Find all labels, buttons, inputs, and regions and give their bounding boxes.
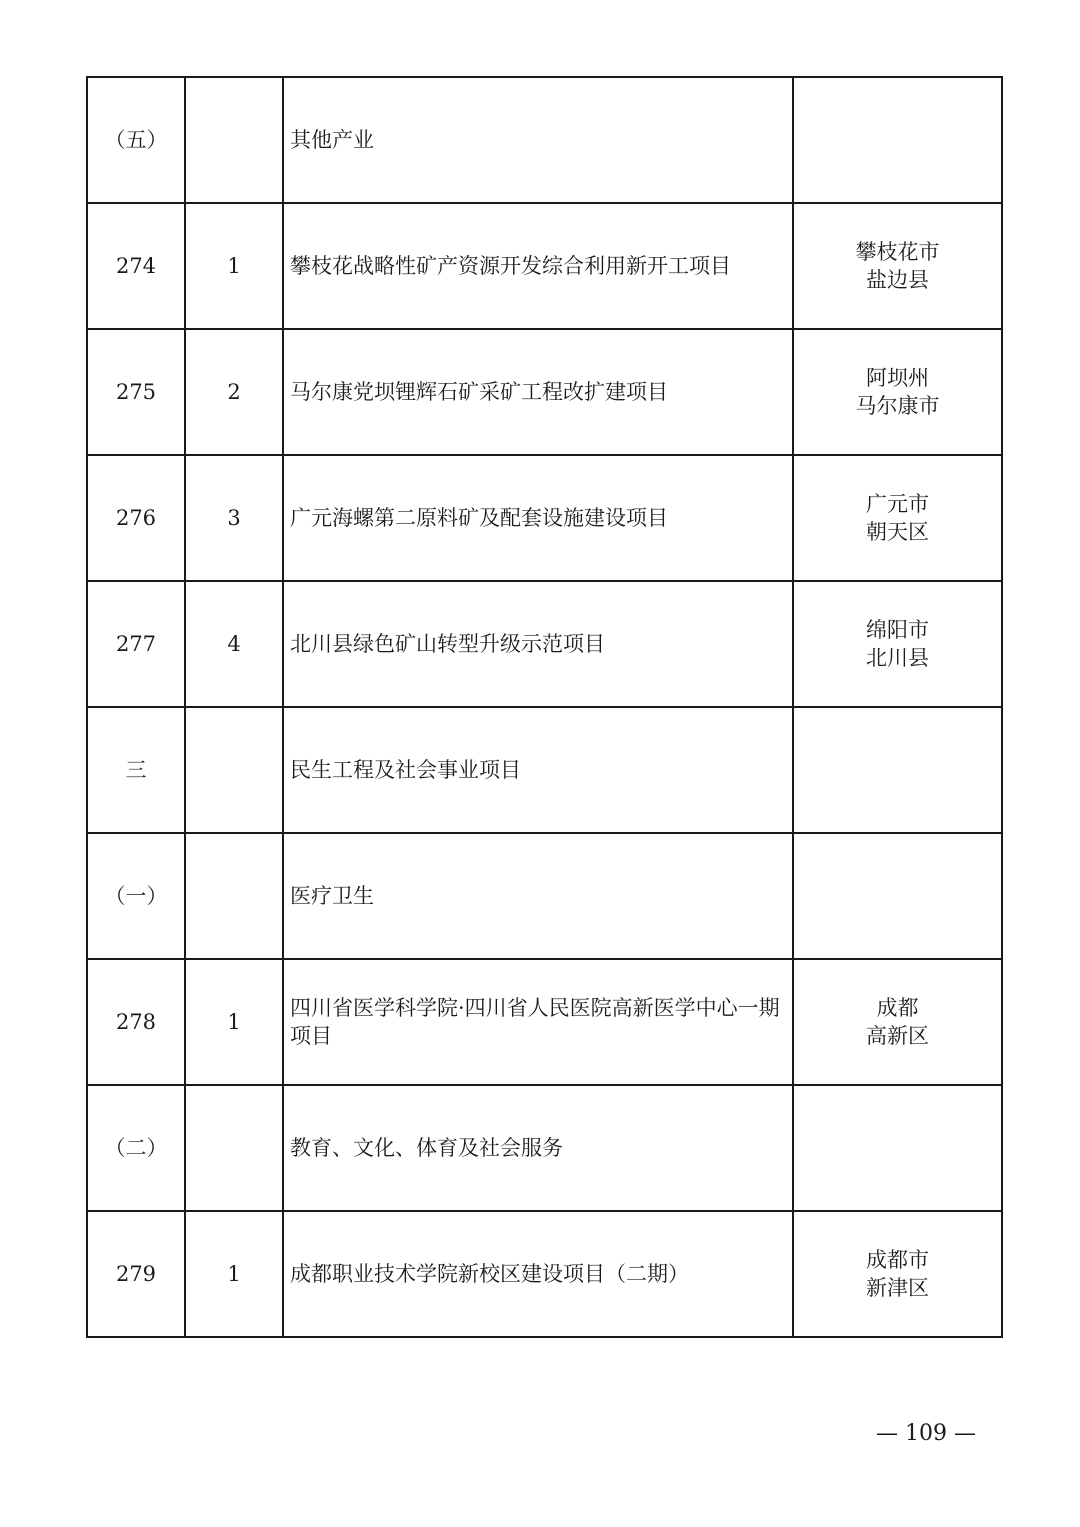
row-index-cell: 三: [87, 707, 185, 833]
project-name-cell: [283, 581, 793, 707]
project-name: 北川县绿色矿山转型升级示范项目: [290, 632, 605, 656]
project-name: 马尔康党坝锂辉石矿采矿工程改扩建项目: [290, 380, 668, 404]
row-subindex-cell: 4: [185, 581, 283, 707]
project-table-body: [87, 77, 1002, 1337]
location-city: 攀枝花市: [855, 240, 940, 264]
project-table: [86, 76, 1003, 1338]
location-cell: [793, 833, 1002, 959]
location-cell: [793, 1211, 1002, 1337]
project-name-cell: [283, 959, 793, 1085]
project-name: 攀枝花战略性矿产资源开发综合利用新开工项目: [290, 254, 731, 278]
location-district: 盐边县: [866, 268, 929, 292]
location-city: 成都市: [866, 1248, 929, 1272]
table-row: [87, 581, 1002, 707]
project-name: 医疗卫生: [290, 884, 374, 908]
page-number: — 109 —: [876, 1421, 976, 1446]
location-district: 新津区: [866, 1276, 929, 1300]
row-subindex-cell: [185, 707, 283, 833]
row-subindex-cell: 1: [185, 203, 283, 329]
location-cell: [793, 959, 1002, 1085]
project-name: 民生工程及社会事业项目: [290, 758, 521, 782]
location-district: 马尔康市: [855, 394, 940, 418]
project-name-cell: [283, 455, 793, 581]
location-city: 绵阳市: [866, 618, 929, 642]
row-index-cell: 279: [87, 1211, 185, 1337]
location-cell: [793, 203, 1002, 329]
project-name: 教育、文化、体育及社会服务: [290, 1136, 563, 1160]
project-name-cell: [283, 1085, 793, 1211]
project-name-cell: [283, 329, 793, 455]
location-cell: [793, 455, 1002, 581]
project-name-cell: [283, 1211, 793, 1337]
table-row: [87, 707, 1002, 833]
location-cell: [793, 1085, 1002, 1211]
row-index-cell: （二）: [87, 1085, 185, 1211]
location-cell: [793, 329, 1002, 455]
location-district: 北川县: [866, 646, 929, 670]
row-index-cell: 274: [87, 203, 185, 329]
row-index-cell: （一）: [87, 833, 185, 959]
row-subindex-cell: 1: [185, 1211, 283, 1337]
table-row: [87, 77, 1002, 203]
location-district: 高新区: [866, 1024, 929, 1048]
table-row: [87, 1211, 1002, 1337]
row-index-cell: 276: [87, 455, 185, 581]
location-city: 广元市: [866, 492, 929, 516]
location-city: 成都: [876, 996, 919, 1020]
row-index-cell: 275: [87, 329, 185, 455]
project-name-cell: [283, 203, 793, 329]
table-row: [87, 203, 1002, 329]
row-subindex-cell: [185, 77, 283, 203]
table-row: [87, 455, 1002, 581]
table-row: [87, 959, 1002, 1085]
row-subindex-cell: 1: [185, 959, 283, 1085]
table-row: [87, 833, 1002, 959]
location-cell: [793, 77, 1002, 203]
project-name: 成都职业技术学院新校区建设项目（二期）: [290, 1262, 689, 1286]
project-name-cell: [283, 707, 793, 833]
project-name: 其他产业: [290, 128, 374, 152]
row-index-cell: 277: [87, 581, 185, 707]
table-row: [87, 329, 1002, 455]
location-cell: [793, 581, 1002, 707]
location-cell: [793, 707, 1002, 833]
project-name: 广元海螺第二原料矿及配套设施建设项目: [290, 506, 668, 530]
row-subindex-cell: 3: [185, 455, 283, 581]
row-index-cell: 278: [87, 959, 185, 1085]
project-name-cell: [283, 833, 793, 959]
project-name: 四川省医学科学院·四川省人民医院高新医学中心一期项目: [290, 996, 780, 1048]
row-subindex-cell: [185, 833, 283, 959]
row-index-cell: （五）: [87, 77, 185, 203]
table-row: [87, 1085, 1002, 1211]
project-name-cell: [283, 77, 793, 203]
row-subindex-cell: [185, 1085, 283, 1211]
location-city: 阿坝州: [866, 366, 929, 390]
location-district: 朝天区: [866, 520, 929, 544]
row-subindex-cell: 2: [185, 329, 283, 455]
